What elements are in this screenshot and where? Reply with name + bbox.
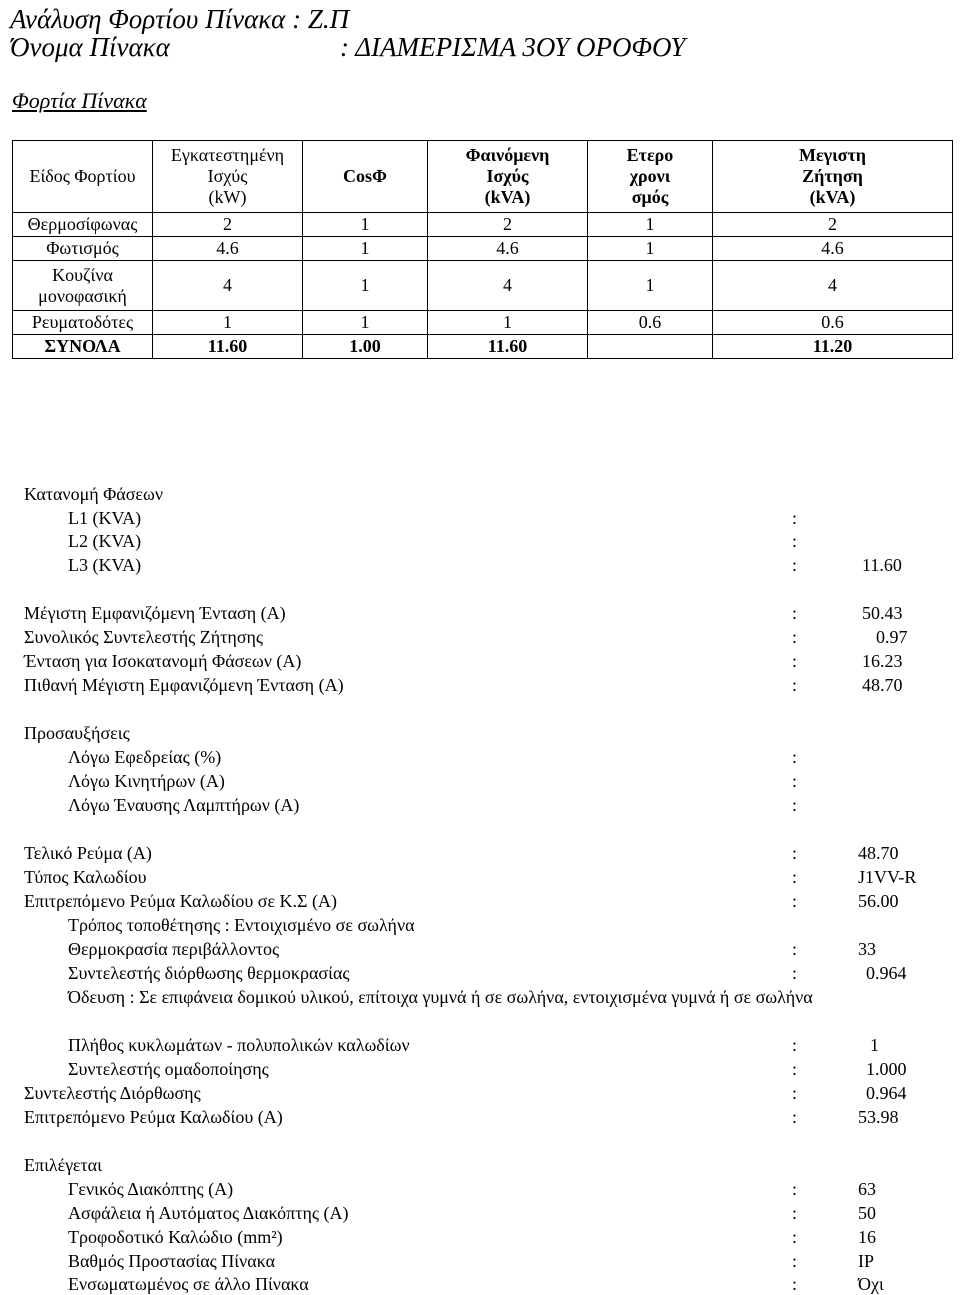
loads-table [12, 140, 953, 359]
cell-total-cosphi: 1.00 [303, 335, 428, 359]
cable-type-colon: : [792, 867, 798, 887]
cell-installed: 4 [153, 261, 303, 311]
temp-factor-label: Συντελεστής διόρθωσης θερμοκρασίας [68, 963, 350, 983]
col-header-installed-power: Εγκατεστημένη Ισχύς (kW) [153, 141, 303, 213]
selection-item-label: Τροφοδοτικό Καλώδιο (mm²) [68, 1227, 283, 1247]
panel-name-label: Όνομα Πίνακα [10, 32, 170, 62]
final-current-colon: : [792, 843, 798, 863]
panel-name-line [10, 32, 685, 62]
phase-l3-value: 11.60 [862, 555, 902, 575]
routing-text: Όδευση : Σε επιφάνεια δομικού υλικού, επίτοιχα γυμνά ή σε σωλήνα, εντοιχισμένα γυμνά ή σε σωλήνα [68, 987, 813, 1007]
allowed-current-label: Επιτρεπόμενο Ρεύμα Καλωδίου σε Κ.Σ (Α) [24, 891, 337, 911]
increase-item: Λόγω Εφεδρείας (%) [68, 747, 222, 767]
col-header-load-type: Είδος Φορτίου [13, 141, 153, 213]
selection-colon: : [792, 1251, 798, 1271]
current-colon: : [792, 651, 798, 671]
current-label: Συνολικός Συντελεστής Ζήτησης [24, 627, 264, 647]
ambient-temp-value: 33 [858, 939, 876, 959]
circuits-colon: : [792, 1035, 798, 1055]
table-row [13, 213, 953, 237]
cell-total-max-demand: 11.20 [713, 335, 953, 359]
table-total-row [13, 335, 953, 359]
current-value: 0.97 [876, 627, 908, 647]
cell-max-demand: 2 [713, 213, 953, 237]
increase-colon: : [792, 795, 798, 815]
group-factor-colon: : [792, 1059, 798, 1079]
cell-diversity: 0.6 [588, 311, 713, 335]
allowed-final-label: Επιτρεπόμενο Ρεύμα Καλωδίου (Α) [24, 1107, 283, 1127]
phase-l3-colon: : [792, 555, 798, 575]
cell-cosphi: 1 [303, 213, 428, 237]
cable-type-label: Τύπος Καλωδίου [24, 867, 147, 887]
selection-colon: : [792, 1203, 798, 1223]
final-current-value: 48.70 [858, 843, 899, 863]
cell-total-apparent: 11.60 [428, 335, 588, 359]
current-colon: : [792, 627, 798, 647]
temp-factor-colon: : [792, 963, 798, 983]
cell-load-name: Κουζίνα μονοφασική [13, 261, 153, 311]
current-value: 16.23 [862, 651, 903, 671]
current-label: Ένταση για Ισοκατανομή Φάσεων (Α) [24, 651, 302, 671]
phases-title: Κατανομή Φάσεων [24, 484, 163, 504]
cell-max-demand: 4 [713, 261, 953, 311]
circuits-value: 1 [870, 1035, 879, 1055]
cell-cosphi: 1 [303, 261, 428, 311]
cell-apparent: 2 [428, 213, 588, 237]
phase-l3-label: L3 (KVA) [68, 555, 142, 575]
cell-load-name: Φωτισμός [13, 237, 153, 261]
increase-colon: : [792, 771, 798, 791]
circuits-label: Πλήθος κυκλωμάτων - πολυπολικών καλωδίων [68, 1035, 410, 1055]
cell-load-name: Ρευματοδότες [13, 311, 153, 335]
cell-max-demand: 0.6 [713, 311, 953, 335]
ambient-temp-label: Θερμοκρασία περιβάλλοντος [68, 939, 280, 959]
increase-item: Λόγω Κινητήρων (Α) [68, 771, 225, 791]
col-header-diversity: Ετερο χρονι σμός [588, 141, 713, 213]
current-label: Πιθανή Μέγιστη Εμφανιζόμενη Ένταση (Α) [24, 675, 344, 695]
allowed-current-colon: : [792, 891, 798, 911]
cell-installed: 4.6 [153, 237, 303, 261]
cell-cosphi: 1 [303, 311, 428, 335]
panel-name-value: : ΔΙΑΜΕΡΙΣΜΑ 3ΟΥ ΟΡΟΦΟΥ [340, 32, 686, 62]
cell-max-demand: 4.6 [713, 237, 953, 261]
selection-colon: : [792, 1227, 798, 1247]
selection-item-label: Ενσωματωμένος σε άλλο Πίνακα [68, 1274, 309, 1294]
selection-item-value: 16 [858, 1227, 876, 1247]
installation-method: Τρόπος τοποθέτησης : Εντοιχισμένο σε σωλήνα [68, 915, 415, 935]
current-value: 48.70 [862, 675, 903, 695]
selection-title: Επιλέγεται [24, 1155, 102, 1175]
selection-item-label: Βαθμός Προστασίας Πίνακα [68, 1251, 276, 1271]
table-header-row [13, 141, 953, 213]
col-header-max-demand: Μεγιστη Ζήτηση (kVA) [713, 141, 953, 213]
current-value: 50.43 [862, 603, 903, 623]
cell-apparent: 1 [428, 311, 588, 335]
selection-item-label: Ασφάλεια ή Αυτόματος Διακόπτης (Α) [68, 1203, 349, 1223]
phase-l2-label: L2 (KVA) [68, 531, 142, 551]
cell-apparent: 4 [428, 261, 588, 311]
cell-diversity: 1 [588, 237, 713, 261]
cell-total-installed: 11.60 [153, 335, 303, 359]
phase-l2-colon: : [792, 531, 798, 551]
allowed-final-value: 53.98 [858, 1107, 899, 1127]
cell-apparent: 4.6 [428, 237, 588, 261]
phase-l1-label: L1 (KVA) [68, 508, 142, 528]
panel-analysis-title: Ανάλυση Φορτίου Πίνακα : Ζ.Π [10, 4, 350, 34]
selection-item-value: 50 [858, 1203, 876, 1223]
cell-installed: 2 [153, 213, 303, 237]
col-header-cosphi: CosΦ [303, 141, 428, 213]
col-header-apparent-power: Φαινόμενη Ισχύς (kVA) [428, 141, 588, 213]
increases-title: Προσαυξήσεις [24, 723, 130, 743]
cell-total-label: ΣΥΝΟΛΑ [13, 335, 153, 359]
selection-colon: : [792, 1179, 798, 1199]
correction-factor-colon: : [792, 1083, 798, 1103]
ambient-temp-colon: : [792, 939, 798, 959]
current-colon: : [792, 675, 798, 695]
table-row [13, 311, 953, 335]
cell-diversity: 1 [588, 261, 713, 311]
allowed-final-colon: : [792, 1107, 798, 1127]
selection-item-value: Όχι [858, 1274, 884, 1294]
table-row [13, 261, 953, 311]
cell-total-diversity [588, 335, 713, 359]
allowed-current-value: 56.00 [858, 891, 899, 911]
cell-cosphi: 1 [303, 237, 428, 261]
correction-factor-label: Συντελεστής Διόρθωσης [24, 1083, 201, 1103]
cable-type-value: J1VV-R [858, 867, 917, 887]
final-current-label: Τελικό Ρεύμα (Α) [24, 843, 152, 863]
phase-l1-colon: : [792, 508, 798, 528]
group-factor-label: Συντελεστής ομαδοποίησης [68, 1059, 269, 1079]
temp-factor-value: 0.964 [866, 963, 907, 983]
selection-item-value: 63 [858, 1179, 876, 1199]
cell-load-name: Θερμοσίφωνας [13, 213, 153, 237]
cell-installed: 1 [153, 311, 303, 335]
group-factor-value: 1.000 [866, 1059, 907, 1079]
selection-item-label: Γενικός Διακόπτης (Α) [68, 1179, 234, 1199]
selection-item-value: IP [858, 1251, 875, 1271]
table-row [13, 237, 953, 261]
loads-heading: Φορτία Πίνακα [12, 88, 147, 113]
correction-factor-value: 0.964 [866, 1083, 907, 1103]
current-label: Μέγιστη Εμφανιζόμενη Ένταση (Α) [24, 603, 286, 623]
increase-item: Λόγω Έναυσης Λαμπτήρων (Α) [68, 795, 300, 815]
current-colon: : [792, 603, 798, 623]
increase-colon: : [792, 747, 798, 767]
selection-colon: : [792, 1274, 798, 1294]
cell-diversity: 1 [588, 213, 713, 237]
